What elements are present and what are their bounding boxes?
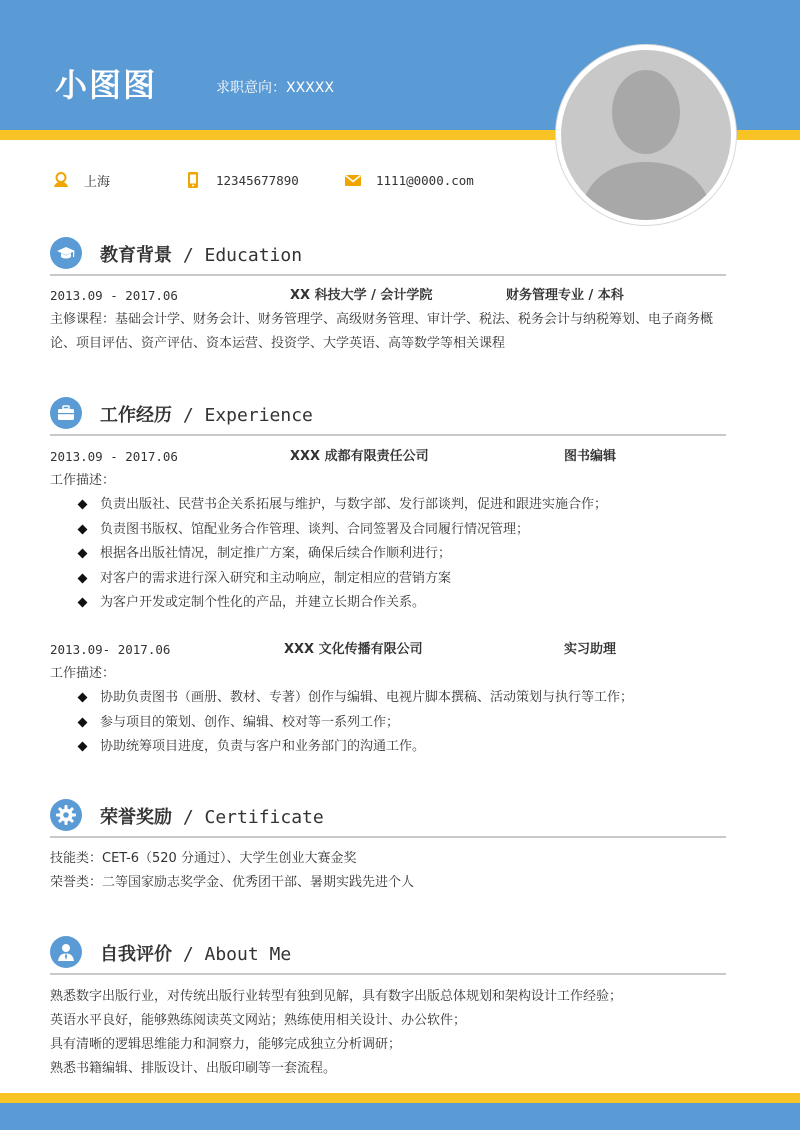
education-major: 财务管理专业 / 本科 xyxy=(506,288,624,303)
contact-phone xyxy=(184,170,299,190)
section-education-header xyxy=(50,237,726,277)
job-duties xyxy=(78,493,738,616)
candidate-name: 小图图 xyxy=(55,66,158,104)
job-role: 实习助理 xyxy=(564,642,617,657)
section-divider xyxy=(50,973,726,975)
job-desc-label: 工作描述： xyxy=(50,473,116,488)
section-title: 自我评价 / About Me xyxy=(100,944,292,965)
list-item: 负责出版社、民营书企关系拓展与维护，与数字部、发行部谈判，促进和跟进实施合作； xyxy=(78,493,738,518)
person-silhouette-icon xyxy=(561,50,731,220)
phone-icon xyxy=(184,171,202,189)
person-icon xyxy=(50,936,82,968)
list-item: 协助统筹项目进度，负责与客户和业务部门的沟通工作。 xyxy=(78,735,738,760)
contact-location xyxy=(52,170,110,190)
education-period: 2013.09 - 2017.06 xyxy=(50,288,178,303)
list-item: 参与项目的策划、创作、编辑、校对等一系列工作； xyxy=(78,711,738,736)
section-divider xyxy=(50,274,726,276)
certificate-skills: 技能类：CET-6（520 分通过）、大学生创业大赛金奖 xyxy=(50,851,357,866)
education-courses: 主修课程：基础会计学、财务会计、财务管理学、高级财务管理、审计学、税法、税务会计与纳税筹划、电子商务概论、项目评估、资产评估、资本运营、投资学、大学英语、高等数学等相关课程 xyxy=(50,312,714,351)
education-school: XX 科技大学 / 会计学院 xyxy=(290,288,433,303)
graduation-cap-icon xyxy=(50,237,82,269)
job-company: XXX 成都有限责任公司 xyxy=(290,449,429,464)
about-line: 熟悉数字出版行业，对传统出版行业转型有独到见解，具有数字出版总体规划和架构设计工作经验； xyxy=(50,989,623,1004)
list-item: 为客户开发或定制个性化的产品，并建立长期合作关系。 xyxy=(78,591,738,616)
job-desc-label: 工作描述： xyxy=(50,666,116,681)
section-about-header xyxy=(50,936,726,976)
list-item: 对客户的需求进行深入研究和主动响应，制定相应的营销方案 xyxy=(78,567,738,592)
email-text: 1111@0000.com xyxy=(376,172,474,188)
briefcase-icon xyxy=(50,397,82,429)
job-company: XXX 文化传播有限公司 xyxy=(284,642,423,657)
job-duties xyxy=(78,686,738,760)
envelope-icon xyxy=(344,171,362,189)
section-experience-header xyxy=(50,397,726,437)
gear-icon xyxy=(50,799,82,831)
section-divider xyxy=(50,836,726,838)
footer-band xyxy=(0,1103,800,1130)
section-title: 教育背景 / Education xyxy=(100,245,303,266)
list-item: 负责图书版权、馆配业务合作管理、谈判、合同签署及合同履行情况管理； xyxy=(78,518,738,543)
contact-email xyxy=(344,170,474,190)
job-role: 图书编辑 xyxy=(564,449,617,464)
about-line: 英语水平良好，能够熟练阅读英文网站；熟练使用相关设计、办公软件； xyxy=(50,1013,467,1028)
section-title: 工作经历 / Experience xyxy=(100,405,313,426)
about-line: 熟悉书籍编辑、排版设计、出版印刷等一套流程。 xyxy=(50,1061,337,1076)
job-period: 2013.09 - 2017.06 xyxy=(50,449,178,464)
about-line: 具有清晰的逻辑思维能力和洞察力，能够完成独立分析调研； xyxy=(50,1037,402,1052)
job-period: 2013.09- 2017.06 xyxy=(50,642,171,657)
job-intent: 求职意向：XXXXX xyxy=(216,80,334,96)
footer-accent-stripe xyxy=(0,1093,800,1103)
list-item: 根据各出版社情况，制定推广方案，确保后续合作顺利进行； xyxy=(78,542,738,567)
section-divider xyxy=(50,434,726,436)
phone-text: 12345677890 xyxy=(216,172,299,188)
section-title: 荣誉奖励 / Certificate xyxy=(100,807,324,828)
avatar xyxy=(556,45,736,225)
list-item: 协助负责图书（画册、教材、专著）创作与编辑、电视片脚本撰稿、活动策划与执行等工作； xyxy=(78,686,738,711)
section-certificate-header xyxy=(50,799,726,839)
certificate-honors: 荣誉类：二等国家励志奖学金、优秀团干部、暑期实践先进个人 xyxy=(50,875,415,890)
location-pin-icon xyxy=(52,171,70,189)
location-text: 上海 xyxy=(84,174,111,190)
